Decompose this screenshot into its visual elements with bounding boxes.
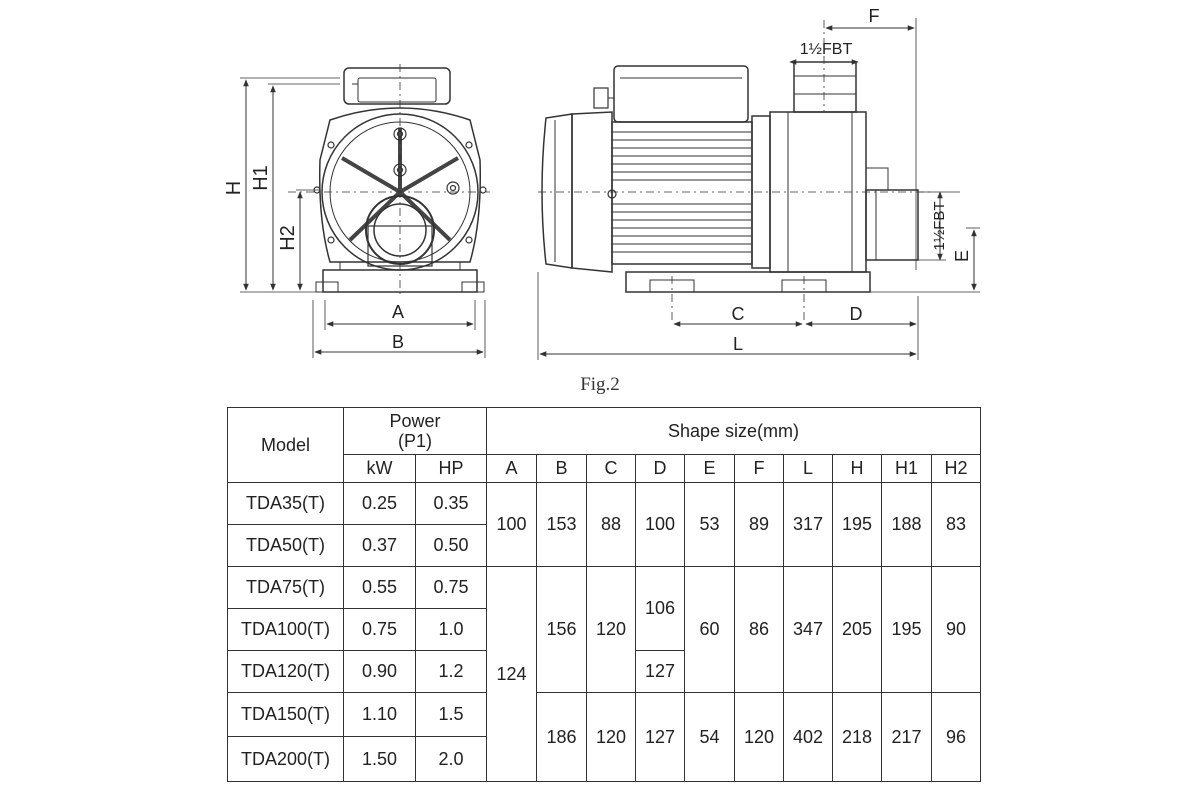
model-cell: TDA75(T) xyxy=(228,567,344,609)
kw-cell: 0.25 xyxy=(344,483,416,525)
label-H2: H2 xyxy=(277,225,299,251)
dim-header: E xyxy=(685,455,735,483)
dim-header: A xyxy=(487,455,537,483)
label-A: A xyxy=(391,302,405,322)
dim-H-cell: 205 xyxy=(833,567,882,693)
dim-B-cell: 156 xyxy=(537,567,587,693)
dim-A-cell: 100 xyxy=(487,483,537,567)
dim-D-cell: 127 xyxy=(636,651,685,693)
dim-D-cell: 127 xyxy=(636,693,685,782)
dim-C-cell: 88 xyxy=(587,483,636,567)
dim-C-cell: 120 xyxy=(587,567,636,693)
side-dimensions xyxy=(538,18,980,360)
hp-cell: 0.75 xyxy=(416,567,487,609)
hp-cell: 2.0 xyxy=(416,737,487,782)
dim-header: H1 xyxy=(882,455,932,483)
kw-cell: 0.37 xyxy=(344,525,416,567)
dim-header: H xyxy=(833,455,882,483)
dim-D-cell: 106 xyxy=(636,567,685,651)
dim-E-cell: 53 xyxy=(685,483,735,567)
model-cell: TDA100(T) xyxy=(228,609,344,651)
front-view xyxy=(288,64,490,296)
dim-header: L xyxy=(784,455,833,483)
dim-header: F xyxy=(735,455,784,483)
hp-header: HP xyxy=(416,455,487,483)
label-D: D xyxy=(849,304,863,324)
dim-header: B xyxy=(537,455,587,483)
dim-H1-cell: 217 xyxy=(882,693,932,782)
front-dimensions xyxy=(240,78,485,358)
hp-cell: 1.2 xyxy=(416,651,487,693)
dim-H1-cell: 188 xyxy=(882,483,932,567)
shape-size-header: Shape size(mm) xyxy=(487,408,981,455)
dim-B-cell: 153 xyxy=(537,483,587,567)
kw-cell: 0.55 xyxy=(344,567,416,609)
spec-table xyxy=(227,407,981,782)
hp-cell: 0.35 xyxy=(416,483,487,525)
label-L: L xyxy=(732,334,744,354)
dim-E-cell: 60 xyxy=(685,567,735,693)
label-F: F xyxy=(868,6,880,26)
model-cell: TDA120(T) xyxy=(228,651,344,693)
table-row xyxy=(228,567,981,609)
dim-D-cell: 100 xyxy=(636,483,685,567)
dim-H2-cell: 83 xyxy=(932,483,981,567)
dim-E-cell: 54 xyxy=(685,693,735,782)
label-C: C xyxy=(731,304,745,324)
hp-cell: 1.5 xyxy=(416,693,487,737)
kw-cell: 0.75 xyxy=(344,609,416,651)
dim-H1-cell: 195 xyxy=(882,567,932,693)
dim-H-cell: 218 xyxy=(833,693,882,782)
side-outlet-side xyxy=(866,190,918,260)
hp-cell: 0.50 xyxy=(416,525,487,567)
dim-F-cell: 86 xyxy=(735,567,784,693)
label-outlet-top: 1½FBT xyxy=(799,41,853,58)
dim-F-cell: 120 xyxy=(735,693,784,782)
dim-header: C xyxy=(587,455,636,483)
dim-L-cell: 347 xyxy=(784,567,833,693)
dim-F-cell: 89 xyxy=(735,483,784,567)
kw-header: kW xyxy=(344,455,416,483)
side-motor-cap xyxy=(542,114,572,268)
model-header: Model xyxy=(228,408,344,483)
model-cell: TDA200(T) xyxy=(228,737,344,782)
power-sub-label: (P1) xyxy=(397,431,432,451)
figure-caption: Fig.2 xyxy=(580,374,620,395)
dim-header: H2 xyxy=(932,455,981,483)
dim-L-cell: 317 xyxy=(784,483,833,567)
dim-C-cell: 120 xyxy=(587,693,636,782)
model-cell: TDA35(T) xyxy=(228,483,344,525)
side-base xyxy=(626,272,870,292)
dim-H2-cell: 96 xyxy=(932,693,981,782)
side-terminal-box xyxy=(614,66,748,122)
table-row xyxy=(228,693,981,737)
hp-cell: 1.0 xyxy=(416,609,487,651)
label-H1: H1 xyxy=(250,165,272,191)
kw-cell: 0.90 xyxy=(344,651,416,693)
dim-header: D xyxy=(636,455,685,483)
side-outlet-top xyxy=(794,62,856,112)
table-row xyxy=(228,483,981,525)
power-header xyxy=(344,408,487,455)
label-B: B xyxy=(391,332,405,352)
label-outlet-side: 1½FBT xyxy=(931,201,948,251)
dim-H2-cell: 90 xyxy=(932,567,981,693)
kw-cell: 1.50 xyxy=(344,737,416,782)
dim-A-cell: 124 xyxy=(487,567,537,782)
model-cell: TDA50(T) xyxy=(228,525,344,567)
kw-cell: 1.10 xyxy=(344,693,416,737)
label-H: H xyxy=(223,180,245,196)
label-E: E xyxy=(952,249,972,263)
power-label: Power xyxy=(389,411,441,431)
dim-L-cell: 402 xyxy=(784,693,833,782)
side-view xyxy=(538,20,930,324)
dim-H-cell: 195 xyxy=(833,483,882,567)
model-cell: TDA150(T) xyxy=(228,693,344,737)
front-terminal-box xyxy=(344,68,450,104)
dim-B-cell: 186 xyxy=(537,693,587,782)
